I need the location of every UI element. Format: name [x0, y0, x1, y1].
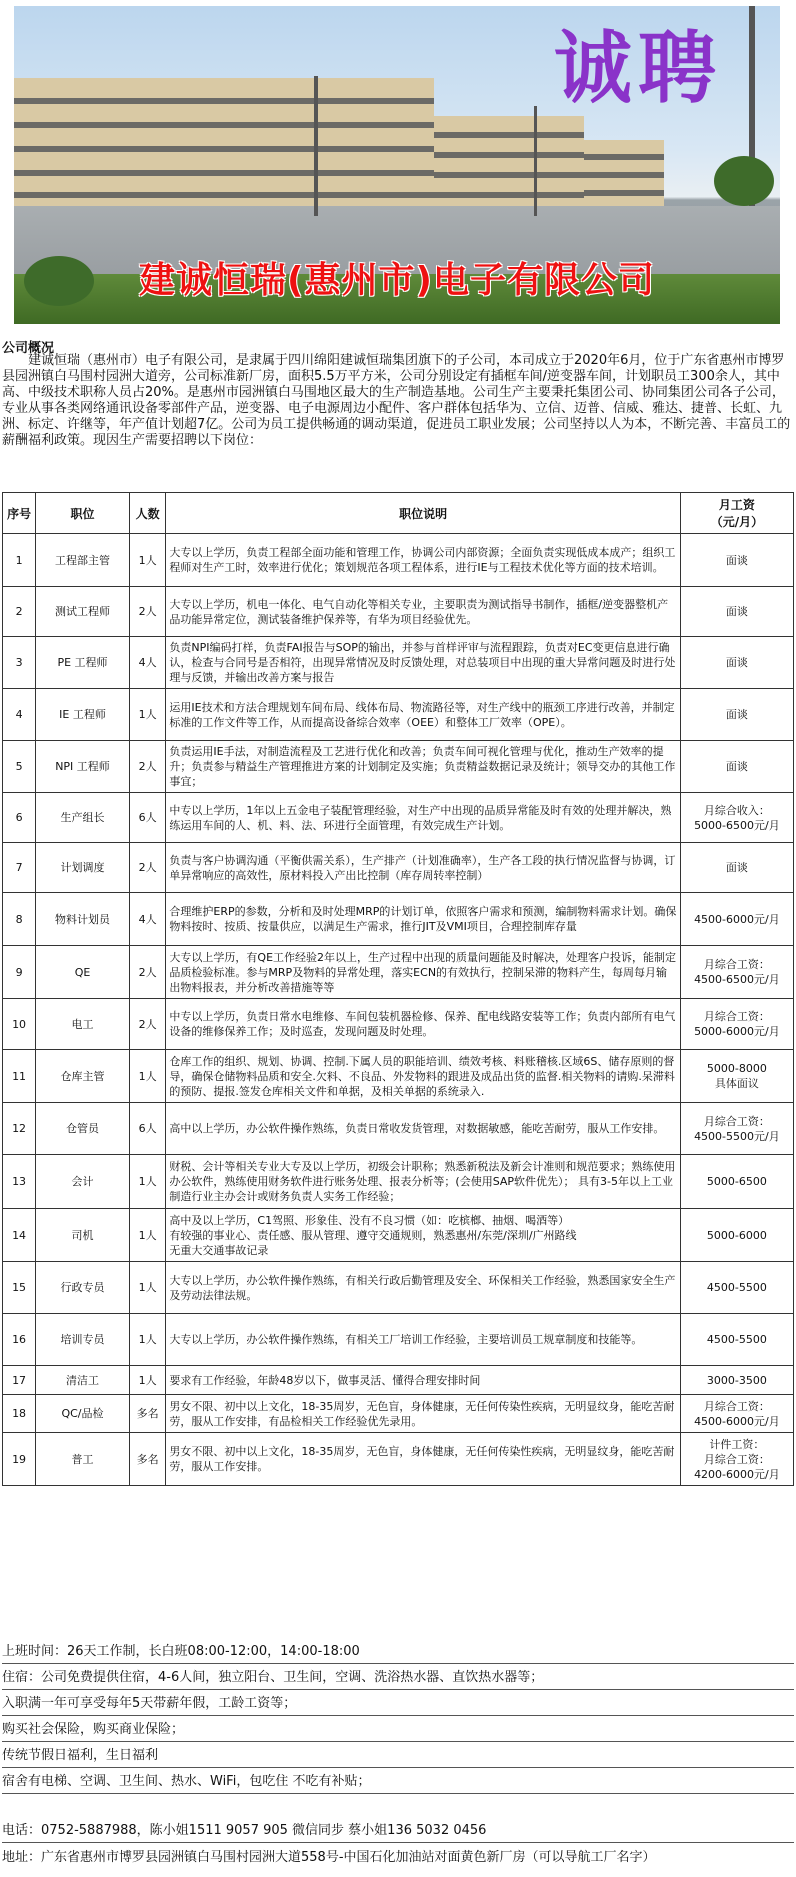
holiday-benefits: 传统节假日福利，生日福利 [2, 1745, 794, 1768]
row-salary: 5000-6000 [680, 1209, 793, 1262]
row-count: 1人 [129, 689, 166, 741]
table-row [3, 587, 794, 637]
row-count: 多名 [129, 1395, 166, 1433]
row-count: 4人 [129, 637, 166, 689]
table-row [3, 999, 794, 1050]
contact-phone: 电话：0752-5887988，陈小姐1511 9057 905 微信同步 蔡小姐136 5032 0456 [2, 1820, 794, 1843]
table-row [3, 1209, 794, 1262]
row-number: 11 [3, 1050, 36, 1103]
row-number: 13 [3, 1155, 36, 1209]
factory-building-right [434, 116, 584, 208]
row-position: 清洁工 [36, 1366, 130, 1395]
row-description: 男女不限、初中以上文化，18-35周岁，无色盲，身体健康，无任何传染性疾病，无明显纹身，能吃苦耐劳，服从工作安排，有品检相关工作经验优先录用。 [166, 1395, 680, 1433]
header-no: 序号 [3, 493, 36, 534]
row-count: 1人 [129, 1050, 166, 1103]
row-number: 3 [3, 637, 36, 689]
row-description: 大专以上学历，机电一体化、电气自动化等相关专业，主要职责为测试指导书制作，插框/逆变器整机产品功能异常定位，测试装备维护保养等，有华为项目经验优先。 [166, 587, 680, 637]
table-row [3, 1155, 794, 1209]
row-position: 行政专员 [36, 1262, 130, 1314]
row-position: NPI 工程师 [36, 741, 130, 793]
row-number: 9 [3, 946, 36, 999]
row-salary: 面谈 [680, 587, 793, 637]
row-count: 1人 [129, 1366, 166, 1395]
row-position: 生产组长 [36, 793, 130, 843]
row-description: 高中以上学历，办公软件操作熟练，负责日常收发货管理，对数据敏感，能吃苦耐劳，服从工作安排。 [166, 1103, 680, 1155]
row-description: 财税、会计等相关专业大专及以上学历，初级会计职称；熟悉新税法及新会计准则和规范要求；熟练使用办公软件，熟练使用财务软件进行账务处理、报表分析等；(会使用SAP软件优先）； 具有3-5年以上工业制造行业主办会计或财务负责人实务工作经验； [166, 1155, 680, 1209]
row-salary: 面谈 [680, 637, 793, 689]
row-number: 18 [3, 1395, 36, 1433]
dorm-amenities: 宿舍有电梯、空调、卫生间、热水、WiFi，包吃住 不吃有补贴； [2, 1771, 794, 1794]
header-position: 职位 [36, 493, 130, 534]
row-description: 高中及以上学历，C1驾照、形象佳、没有不良习惯（如：吃槟榔、抽烟、喝酒等） 有较强的事业心、责任感、服从管理、遵守交通规则，熟悉惠州/东莞/深圳/广州路线 无重大交通事故记录 [166, 1209, 680, 1262]
row-count: 6人 [129, 1103, 166, 1155]
row-description: 大专以上学历，办公软件操作熟练，有相关工厂培训工作经验，主要培训员工规章制度和技能等。 [166, 1314, 680, 1366]
table-row [3, 689, 794, 741]
row-salary: 月综合收入： 5000-6500元/月 [680, 793, 793, 843]
table-row [3, 1314, 794, 1366]
row-description: 负责运用IE手法，对制造流程及工艺进行优化和改善；负责车间可视化管理与优化，推动生产效率的提升；负责参与精益生产管理推进方案的计划制定及实施；负责精益数据记录及统计；领导交办的其他工作事宜； [166, 741, 680, 793]
row-count: 1人 [129, 1209, 166, 1262]
row-count: 2人 [129, 587, 166, 637]
header-salary: 月工资 （元/月） [680, 493, 793, 534]
row-description: 要求有工作经验，年龄48岁以下，做事灵活、懂得合理安排时间 [166, 1366, 680, 1395]
row-count: 多名 [129, 1433, 166, 1486]
row-position: QC/品检 [36, 1395, 130, 1433]
row-position: 普工 [36, 1433, 130, 1486]
row-salary: 3000-3500 [680, 1366, 793, 1395]
row-number: 8 [3, 893, 36, 946]
row-salary: 月综合工资： 5000-6000元/月 [680, 999, 793, 1050]
row-description: 男女不限、初中以上文化，18-35周岁，无色盲，身体健康，无任何传染性疾病，无明显纹身，能吃苦耐劳，服从工作安排。 [166, 1433, 680, 1486]
row-position: PE 工程师 [36, 637, 130, 689]
utility-pole [534, 106, 537, 216]
row-number: 14 [3, 1209, 36, 1262]
row-description: 大专以上学历，办公软件操作熟练，有相关行政后勤管理及安全、环保相关工作经验，熟悉国家安全生产及劳动法律法规。 [166, 1262, 680, 1314]
row-position: 计划调度 [36, 843, 130, 893]
row-count: 6人 [129, 793, 166, 843]
dorm-info: 住宿：公司免费提供住宿，4-6人间，独立阳台、卫生间，空调、洗浴热水器、直饮热水器等； [2, 1667, 794, 1690]
table-row [3, 1366, 794, 1395]
row-position: 工程部主管 [36, 534, 130, 587]
row-salary: 面谈 [680, 534, 793, 587]
row-position: 电工 [36, 999, 130, 1050]
factory-building-far [584, 140, 664, 208]
row-salary: 计件工资： 月综合工资： 4200-6000元/月 [680, 1433, 793, 1486]
table-row [3, 843, 794, 893]
row-number: 1 [3, 534, 36, 587]
row-salary: 面谈 [680, 689, 793, 741]
company-name: 建诚恒瑞(惠州市)电子有限公司 [139, 260, 655, 301]
overview-title: 公司概况 [2, 341, 55, 356]
table-row [3, 1262, 794, 1314]
row-description: 合理维护ERP的参数，分析和及时处理MRP的计划订单，依照客户需求和预测，编制物料需求计划。确保物料按时、按质、按量供应，以满足生产需求，推行JIT及VMI项目，合理控制库存量 [166, 893, 680, 946]
row-description: 大专以上学历，负责工程部全面功能和管理工作，协调公司内部资源；全面负责实现低成本成产；组织工程师对生产工时，效率进行优化；策划规范各项工程体系，进行IE与工程技术优化等方面的技术培训。 [166, 534, 680, 587]
recruit-title: 诚聘 [553, 23, 722, 114]
row-salary: 月综合工资： 4500-6500元/月 [680, 946, 793, 999]
row-number: 17 [3, 1366, 36, 1395]
row-salary: 月综合工资： 4500-5500元/月 [680, 1103, 793, 1155]
row-salary: 月综合工资： 4500-6000元/月 [680, 1395, 793, 1433]
row-salary: 4500-5500 [680, 1262, 793, 1314]
row-count: 2人 [129, 999, 166, 1050]
row-description: 负责NPI编码打样，负责FAI报告与SOP的输出，并参与首样评审与流程跟踪，负责对EC变更信息进行确认，检查与合同号是否相符，出现异常情况及时反馈处理，对总装项目中出现的重大异常问题及时进行处理与反馈，并输出改善方案与报告 [166, 637, 680, 689]
table-row [3, 893, 794, 946]
work-hours: 上班时间：26天工作制，长白班08:00-12:00，14:00-18:00 [2, 1641, 794, 1664]
row-salary: 4500-5500 [680, 1314, 793, 1366]
row-count: 1人 [129, 534, 166, 587]
row-description: 大专以上学历，有QE工作经验2年以上，生产过程中出现的质量问题能及时解决，处理客户投诉，能制定品质检验标准。参与MRP及物料的异常处理，落实ECN的有效执行，控制呆滞的物料产生，每周每月输出物料报表，并分析改善措施等等 [166, 946, 680, 999]
row-position: 仓管员 [36, 1103, 130, 1155]
row-number: 7 [3, 843, 36, 893]
header-count: 人数 [129, 493, 166, 534]
row-number: 5 [3, 741, 36, 793]
row-number: 2 [3, 587, 36, 637]
row-description: 中专以上学历，负责日常水电维修、车间包装机器检修、保养、配电线路安装等工作；负责内部所有电气设备的维修保养工作；及时巡查，发现问题及时处理。 [166, 999, 680, 1050]
address: 地址：广东省惠州市博罗县园洲镇白马围村园洲大道558号-中国石化加油站对面黄色新厂房（可以导航工厂名字） [2, 1850, 656, 1865]
row-number: 4 [3, 689, 36, 741]
row-number: 16 [3, 1314, 36, 1366]
header-banner [14, 6, 780, 324]
row-salary: 面谈 [680, 843, 793, 893]
table-row [3, 793, 794, 843]
table-row [3, 637, 794, 689]
jobs-table [2, 492, 794, 1486]
row-salary: 5000-6500 [680, 1155, 793, 1209]
table-row [3, 946, 794, 999]
row-number: 19 [3, 1433, 36, 1486]
row-number: 15 [3, 1262, 36, 1314]
factory-building-left [14, 78, 434, 208]
row-description: 负责与客户协调沟通（平衡供需关系），生产排产（计划准确率），生产各工段的执行情况监督与协调，订单异常响应的高效性，原材料投入产出比控制（库存周转率控制） [166, 843, 680, 893]
table-row [3, 741, 794, 793]
table-row [3, 1433, 794, 1486]
row-position: 仓库主管 [36, 1050, 130, 1103]
table-row [3, 534, 794, 587]
row-position: IE 工程师 [36, 689, 130, 741]
table-header-row [3, 493, 794, 534]
row-description: 运用IE技术和方法合理规划车间布局、线体布局、物流路径等，对生产线中的瓶颈工序进行改善，并制定标准的工作文件等工作，从而提高设备综合效率（OEE）和整体工厂效率（OPE）。 [166, 689, 680, 741]
row-position: 物料计划员 [36, 893, 130, 946]
row-position: 会计 [36, 1155, 130, 1209]
utility-pole [314, 76, 318, 216]
tree [714, 156, 774, 206]
row-position: 司机 [36, 1209, 130, 1262]
row-count: 2人 [129, 946, 166, 999]
insurance: 购买社会保险，购买商业保险； [2, 1719, 794, 1742]
row-count: 1人 [129, 1262, 166, 1314]
header-desc: 职位说明 [166, 493, 680, 534]
row-number: 6 [3, 793, 36, 843]
row-description: 中专以上学历，1年以上五金电子装配管理经验，对生产中出现的品质异常能及时有效的处理并解决，熟练运用车间的人、机、料、法、环进行全面管理，有效完成生产计划。 [166, 793, 680, 843]
row-salary: 面谈 [680, 741, 793, 793]
row-number: 10 [3, 999, 36, 1050]
table-row [3, 1395, 794, 1433]
table-row [3, 1050, 794, 1103]
row-position: 培训专员 [36, 1314, 130, 1366]
row-salary: 5000-8000 具体面议 [680, 1050, 793, 1103]
table-row [3, 1103, 794, 1155]
row-description: 仓库工作的组织、规划、协调、控制.下属人员的职能培训、绩效考核、料账稽核.区域6S、储存原则的督导，确保仓储物料品质和安全.欠料、不良品、外发物料的跟进及成品出货的监督.相关物料的请购.呆滞料的预防、提报.签发仓库相关文件和单据，及相关单据的系统录入. [166, 1050, 680, 1103]
row-count: 4人 [129, 893, 166, 946]
annual-leave: 入职满一年可享受每年5天带薪年假，工龄工资等； [2, 1693, 794, 1716]
row-number: 12 [3, 1103, 36, 1155]
row-count: 2人 [129, 741, 166, 793]
row-count: 1人 [129, 1314, 166, 1366]
row-count: 2人 [129, 843, 166, 893]
row-position: 测试工程师 [36, 587, 130, 637]
row-position: QE [36, 946, 130, 999]
row-salary: 4500-6000元/月 [680, 893, 793, 946]
row-count: 1人 [129, 1155, 166, 1209]
overview-text: 建诚恒瑞（惠州市）电子有限公司，是隶属于四川绵阳建诚恒瑞集团旗下的子公司，本司成立于2020年6月，位于广东省惠州市博罗县园洲镇白马围村园洲大道旁，公司标准新厂房，面积5.5万平方米，公司分别设定有插框车间/逆变器车间，计划职员工300余人，其中高、中级技术职称人员占20%。是惠州市园洲镇白马围地区最大的生产制造基地。公司生产主要秉托集团公司、协同集团公司各子公司，专业从事各类网络通讯设备零部件产品，逆变器、电子电源周边小配件、客户群体包括华为、立信、迈普、信威、雅达、捷普、长虹、九洲、标定、许继等，年产值计划超7亿。公司为员工提供畅通的调动渠道，促进员工职业发展；公司坚持以人为本，不断完善、丰富员工的薪酬福利政策。现因生产需要招聘以下岗位： [2, 353, 791, 448]
